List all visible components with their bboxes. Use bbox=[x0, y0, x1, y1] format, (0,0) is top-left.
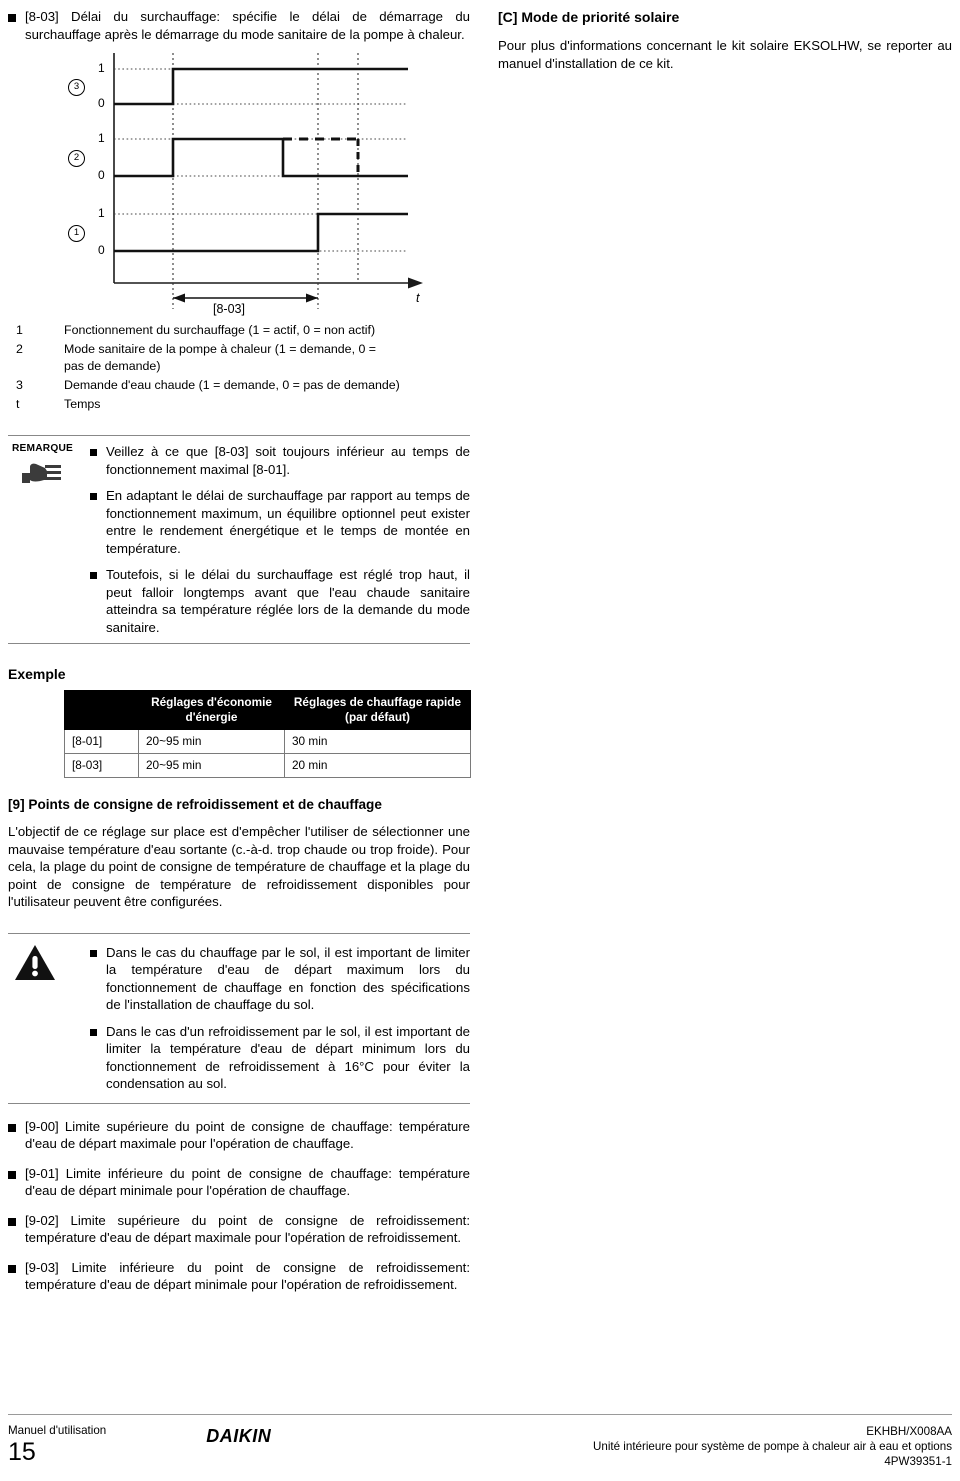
table-cell: [8-03] bbox=[65, 754, 139, 778]
table-cell: [8-01] bbox=[65, 730, 139, 754]
daikin-logo: DAIKIN bbox=[206, 1426, 272, 1446]
bullet-square-icon bbox=[8, 1124, 16, 1132]
legend-key: 3 bbox=[16, 378, 23, 392]
row3-low-tick: 0 bbox=[98, 96, 105, 110]
warning-triangle-icon bbox=[14, 944, 56, 982]
section-c-paragraph: Pour plus d'informations concernant le kit solaire EKSOLHW, se reporter au manuel d'installation de ce kit. bbox=[498, 38, 952, 71]
table-cell: 30 min bbox=[285, 730, 471, 754]
note-item bbox=[90, 443, 470, 478]
bullet-square-icon bbox=[8, 14, 16, 22]
footer-model: EKHBH/X008AA bbox=[866, 1425, 952, 1438]
legend-key: 2 bbox=[16, 342, 23, 356]
right-column bbox=[498, 0, 952, 72]
left-column bbox=[8, 0, 470, 1294]
setpoint-bullet bbox=[8, 1212, 470, 1247]
intro-bullet-text: [8-03] Délai du surchauffage: spécifie le délai de démarrage du surchauffage après le démarrage du mode sanitaire de la pompe à chaleur. bbox=[25, 9, 470, 42]
footer-manual-label: Manuel d'utilisation bbox=[8, 1424, 107, 1437]
table-header-cell bbox=[65, 691, 139, 730]
row2-high-tick: 1 bbox=[98, 131, 105, 145]
note-item-text: En adaptant le délai de surchauffage par rapport au temps de fonctionnement maximum, un équilibre optionnel peut exister entre le rendement énergétique et le temps de montée en température. bbox=[106, 488, 470, 556]
exemple-title: Exemple bbox=[8, 666, 66, 682]
note-item bbox=[90, 487, 470, 557]
legend-value: Temps bbox=[64, 397, 101, 411]
bullet-square-icon bbox=[90, 950, 97, 957]
setpoint-bullet bbox=[8, 1259, 470, 1294]
warning-body bbox=[90, 944, 470, 1093]
setpoint-bullet-text: [9-02] Limite supérieure du point de consigne de refroidissement: température d'eau de départ maximale pour l'opération de refroidissement. bbox=[25, 1212, 470, 1245]
note-body bbox=[90, 443, 470, 636]
setpoint-bullet bbox=[8, 1118, 470, 1153]
timing-diagram bbox=[68, 51, 468, 316]
bullet-square-icon bbox=[8, 1218, 16, 1226]
row2-low-tick: 0 bbox=[98, 168, 105, 182]
diagram-row-1-badge: 1 bbox=[68, 225, 85, 242]
span-label: [8-03] bbox=[213, 302, 245, 316]
time-axis-label: t bbox=[416, 291, 420, 305]
setpoint-bullet-text: [9-00] Limite supérieure du point de consigne de chauffage: température d'eau de départ maximale pour l'opération de chauffage. bbox=[25, 1118, 470, 1151]
timing-diagram-svg bbox=[68, 51, 468, 316]
diagram-row-2-badge: 2 bbox=[68, 150, 85, 167]
diagram-legend bbox=[8, 322, 470, 413]
table-header-cell: Réglages d'économie d'énergie bbox=[139, 691, 285, 730]
footer-product-info bbox=[593, 1424, 952, 1469]
legend-item bbox=[8, 377, 470, 394]
note-icon-column bbox=[8, 443, 90, 636]
row1-low-tick: 0 bbox=[98, 243, 105, 257]
bullet-square-icon bbox=[90, 493, 97, 500]
table-cell: 20~95 min bbox=[139, 730, 285, 754]
note-label: REMARQUE bbox=[12, 443, 74, 454]
legend-key: t bbox=[16, 397, 20, 411]
legend-item bbox=[8, 396, 470, 413]
page-footer bbox=[8, 1414, 952, 1469]
bullet-square-icon bbox=[90, 449, 97, 456]
setpoint-bullet-text: [9-01] Limite inférieure du point de consigne de chauffage: température d'eau de départ minimale pour l'opération de chauffage. bbox=[25, 1165, 470, 1198]
bullet-square-icon bbox=[90, 572, 97, 579]
warning-icon-column bbox=[8, 944, 90, 1093]
warning-item bbox=[90, 944, 470, 1014]
exemple-table bbox=[64, 690, 471, 778]
warning-item-text: Dans le cas du chauffage par le sol, il est important de limiter la température d'eau de départ maximum lors du fonctionnement de chauffage en fonction des spécifications de l'installation de chauffage du sol. bbox=[106, 944, 470, 1012]
bullet-square-icon bbox=[90, 1029, 97, 1036]
table-row bbox=[65, 754, 471, 778]
legend-value: Mode sanitaire de la pompe à chaleur (1 = demande, 0 = pas de demande) bbox=[64, 342, 377, 373]
legend-item bbox=[8, 341, 470, 375]
pointing-hand-icon bbox=[20, 459, 66, 489]
page-number: 15 bbox=[8, 1438, 36, 1466]
table-cell: 20 min bbox=[285, 754, 471, 778]
section-c-heading: [C] Mode de priorité solaire bbox=[498, 9, 680, 25]
warning-item-text: Dans le cas d'un refroidissement par le sol, il est important de limiter la température d'eau de départ minimum lors du fonctionnement de refroidissement à 16°C pour éviter la condensation au sol. bbox=[106, 1023, 470, 1091]
section-9-paragraph: L'objectif de ce réglage sur place est d'empêcher l'utiliser de sélectionner une mauvaise température d'eau sortante (c.-à-d. trop chaude ou trop froide). Pour cela, la plage du point de consigne de température de chauffage et la plage du point de consigne de température de refroidissement disponibles pour l'utilisateur peuvent être configurées. bbox=[8, 824, 470, 909]
warning-box bbox=[8, 933, 470, 1104]
legend-value: Fonctionnement du surchauffage (1 = actif, 0 = non actif) bbox=[64, 323, 376, 337]
table-cell: 20~95 min bbox=[139, 754, 285, 778]
intro-bullet bbox=[8, 8, 470, 43]
table-row bbox=[65, 730, 471, 754]
diagram-row-3-badge: 3 bbox=[68, 79, 85, 96]
row3-high-tick: 1 bbox=[98, 61, 105, 75]
row1-high-tick: 1 bbox=[98, 206, 105, 220]
setpoint-bullet-text: [9-03] Limite inférieure du point de consigne de refroidissement: température d'eau de départ minimale pour l'opération de refroidissement. bbox=[25, 1259, 470, 1292]
section-9-heading: [9] Points de consigne de refroidissement et de chauffage bbox=[8, 797, 382, 812]
note-item-text: Veillez à ce que [8-03] soit toujours inférieur au temps de fonctionnement maximal [8-01]. bbox=[106, 444, 470, 477]
footer-description: Unité intérieure pour système de pompe à chaleur air à eau et options bbox=[593, 1440, 952, 1453]
footer-doc-code: 4PW39351-1 bbox=[884, 1455, 952, 1468]
setpoint-bullet-list bbox=[8, 1118, 470, 1294]
table-header-cell: Réglages de chauffage rapide (par défaut) bbox=[285, 691, 471, 730]
legend-value: Demande d'eau chaude (1 = demande, 0 = pas de demande) bbox=[64, 378, 400, 392]
note-item bbox=[90, 566, 470, 636]
bullet-square-icon bbox=[8, 1265, 16, 1273]
warning-item bbox=[90, 1023, 470, 1093]
table-header-row bbox=[65, 691, 471, 730]
legend-item bbox=[8, 322, 470, 339]
note-item-text: Toutefois, si le délai du surchauffage est réglé trop haut, il peut falloir longtemps avant que l'eau chaude sanitaire atteindra sa température réglée lors de la demande du mode sanitaire. bbox=[106, 567, 470, 635]
legend-key: 1 bbox=[16, 323, 23, 337]
setpoint-bullet bbox=[8, 1165, 470, 1200]
bullet-square-icon bbox=[8, 1171, 16, 1179]
remarque-note-box bbox=[8, 435, 470, 644]
